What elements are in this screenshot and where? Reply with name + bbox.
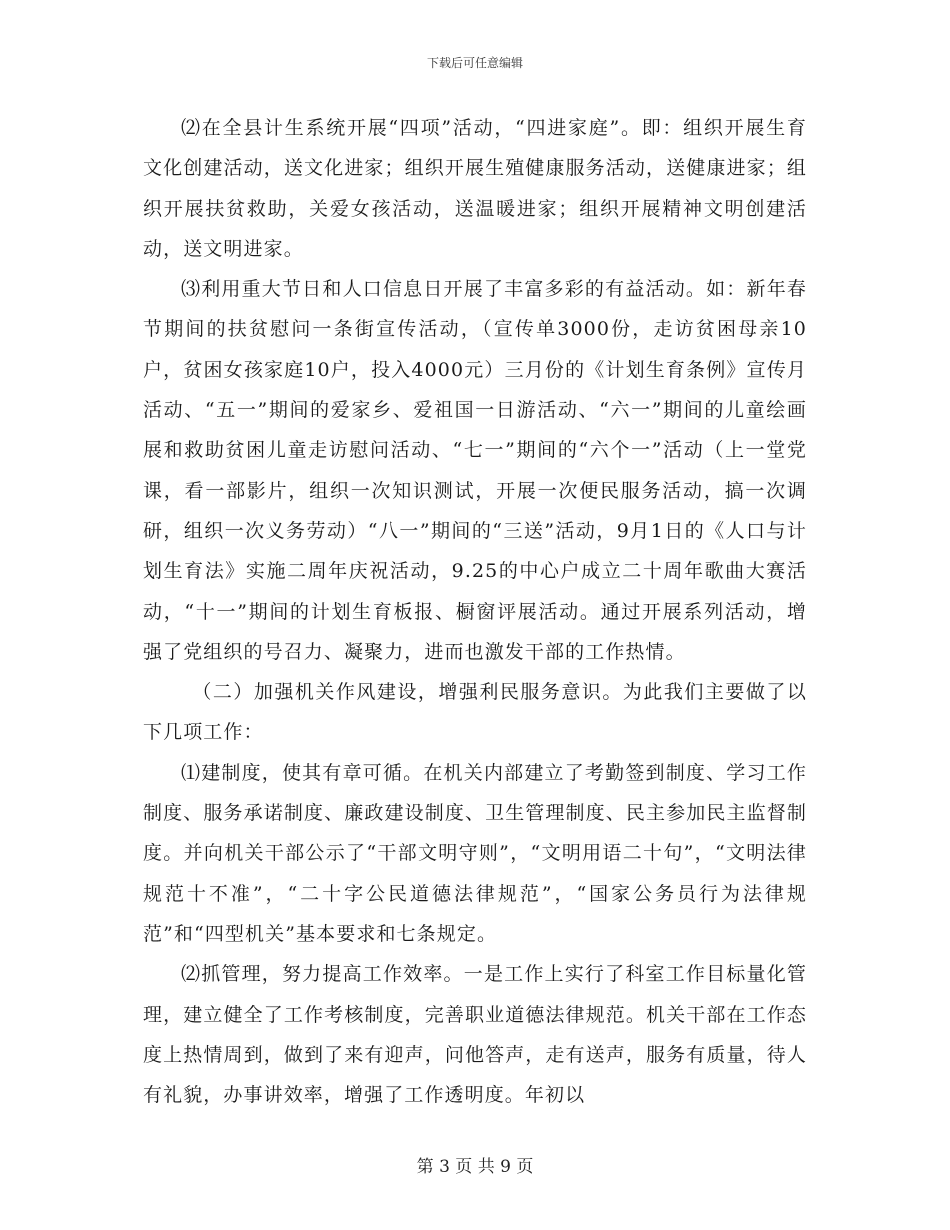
paragraph-four-activities: ⑵在全县计生系统开展“四项”活动，“四进家庭”。即：组织开展生育文化创建活动，送文化进家；组织开展生殖健康服务活动，送健康进家；组织开展扶贫救助，关爱女孩活动，送温暖进家；组织开展精神文明创建活动，送文明进家。 bbox=[143, 117, 807, 260]
document-body bbox=[143, 108, 807, 1115]
page-number-footer: 第 3 页 共 9 页 bbox=[416, 1157, 534, 1177]
paragraph-management: ⑵抓管理，努力提高工作效率。一是工作上实行了科室工作目标量化管理，建立健全了工作考核制度，完善职业道德法律规范。机关干部在工作态度上热情周到，做到了来有迎声，问他答声，走有送声，服务有质量，待人有礼貌，办事讲效率，增强了工作透明度。年初以 bbox=[143, 963, 807, 1107]
paragraph-build-system: ⑴建制度，使其有章可循。在机关内部建立了考勤签到制度、学习工作制度、服务承诺制度、廉政建设制度、卫生管理制度、民主参加民主监督制度。并向机关干部公示了“干部文明守则”，“文明用语二十句”，“文明法律规范十不准”，“二十字公民道德法律规范”，“国家公务员行为法律规范”和“四型机关”基本要求和七条规定。 bbox=[143, 761, 807, 945]
paragraph-section-two-heading: （二）加强机关作风建设，增强利民服务意识。为此我们主要做了以下几项工作： bbox=[143, 681, 807, 744]
page-header: 下载后可任意编辑 bbox=[426, 56, 523, 70]
paragraph-holiday-activities: ⑶利用重大节日和人口信息日开展了丰富多彩的有益活动。如：新年春节期间的扶贫慰问一条街宣传活动，（宣传单3000份，走访贫困母亲10户，贫困女孩家庭10户，投入4000元）三月份的《计划生育条例》宣传月活动、“五一”期间的爱家乡、爱祖国一日游活动、“六一”期间的儿童绘画展和救助贫困儿童走访慰问活动、“七一”期间的“六个一”活动（上一堂党课，看一部影片，组织一次知识测试，开展一次便民服务活动，搞一次调研，组织一次义务劳动）“八一”期间的“三送”活动，9月1日的《人口与计划生育法》实施二周年庆祝活动，9.25的中心户成立二十周年歌曲大赛活动，“十一”期间的计划生育板报、橱窗评展活动。通过开展系列活动，增强了党组织的号召力、凝聚力，进而也激发干部的工作热情。 bbox=[143, 278, 807, 663]
